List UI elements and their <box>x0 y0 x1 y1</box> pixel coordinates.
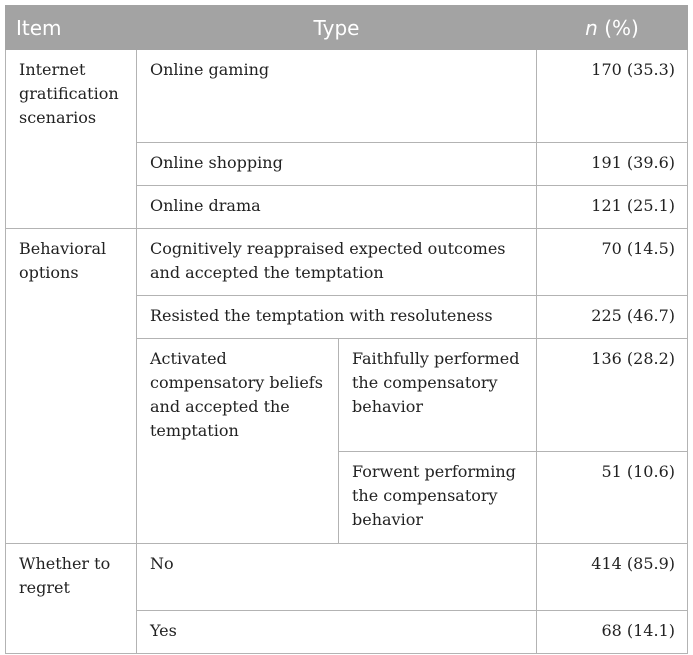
n-cell: 51 (10.6) <box>537 452 688 544</box>
header-n-symbol: n <box>585 15 598 40</box>
table-row <box>6 229 688 296</box>
header-percent-label: (%) <box>597 15 639 40</box>
type-cell: No <box>137 544 537 611</box>
type-cell: Resisted the temptation with resoluteness <box>137 296 537 339</box>
n-cell: 68 (14.1) <box>537 611 688 654</box>
type-cell: Online shopping <box>137 143 537 186</box>
n-cell: 414 (85.9) <box>537 544 688 611</box>
item-whether-to-regret: Whether to regret <box>6 544 137 654</box>
results-table <box>5 5 688 654</box>
n-cell: 225 (46.7) <box>537 296 688 339</box>
type-cell: Online drama <box>137 186 537 229</box>
header-type: Type <box>137 6 537 50</box>
type-compensatory-beliefs: Activated compensatory beliefs and accepted the temptation <box>137 339 339 544</box>
n-cell: 170 (35.3) <box>537 50 688 143</box>
n-cell: 191 (39.6) <box>537 143 688 186</box>
table-row <box>6 50 688 143</box>
subtype-cell: Forwent performing the compensatory behavior <box>339 452 537 544</box>
n-cell: 70 (14.5) <box>537 229 688 296</box>
n-cell: 121 (25.1) <box>537 186 688 229</box>
header-item: Item <box>6 6 137 50</box>
header-n-percent <box>537 6 688 50</box>
item-internet-gratification: Internet gratification scenarios <box>6 50 137 229</box>
subtype-cell: Faithfully performed the compensatory behavior <box>339 339 537 452</box>
type-cell: Yes <box>137 611 537 654</box>
type-cell: Online gaming <box>137 50 537 143</box>
item-behavioral-options: Behavioral options <box>6 229 137 544</box>
n-cell: 136 (28.2) <box>537 339 688 452</box>
table-row <box>6 544 688 611</box>
header-row <box>6 6 688 50</box>
type-cell: Cognitively reappraised expected outcomes and accepted the temptation <box>137 229 537 296</box>
